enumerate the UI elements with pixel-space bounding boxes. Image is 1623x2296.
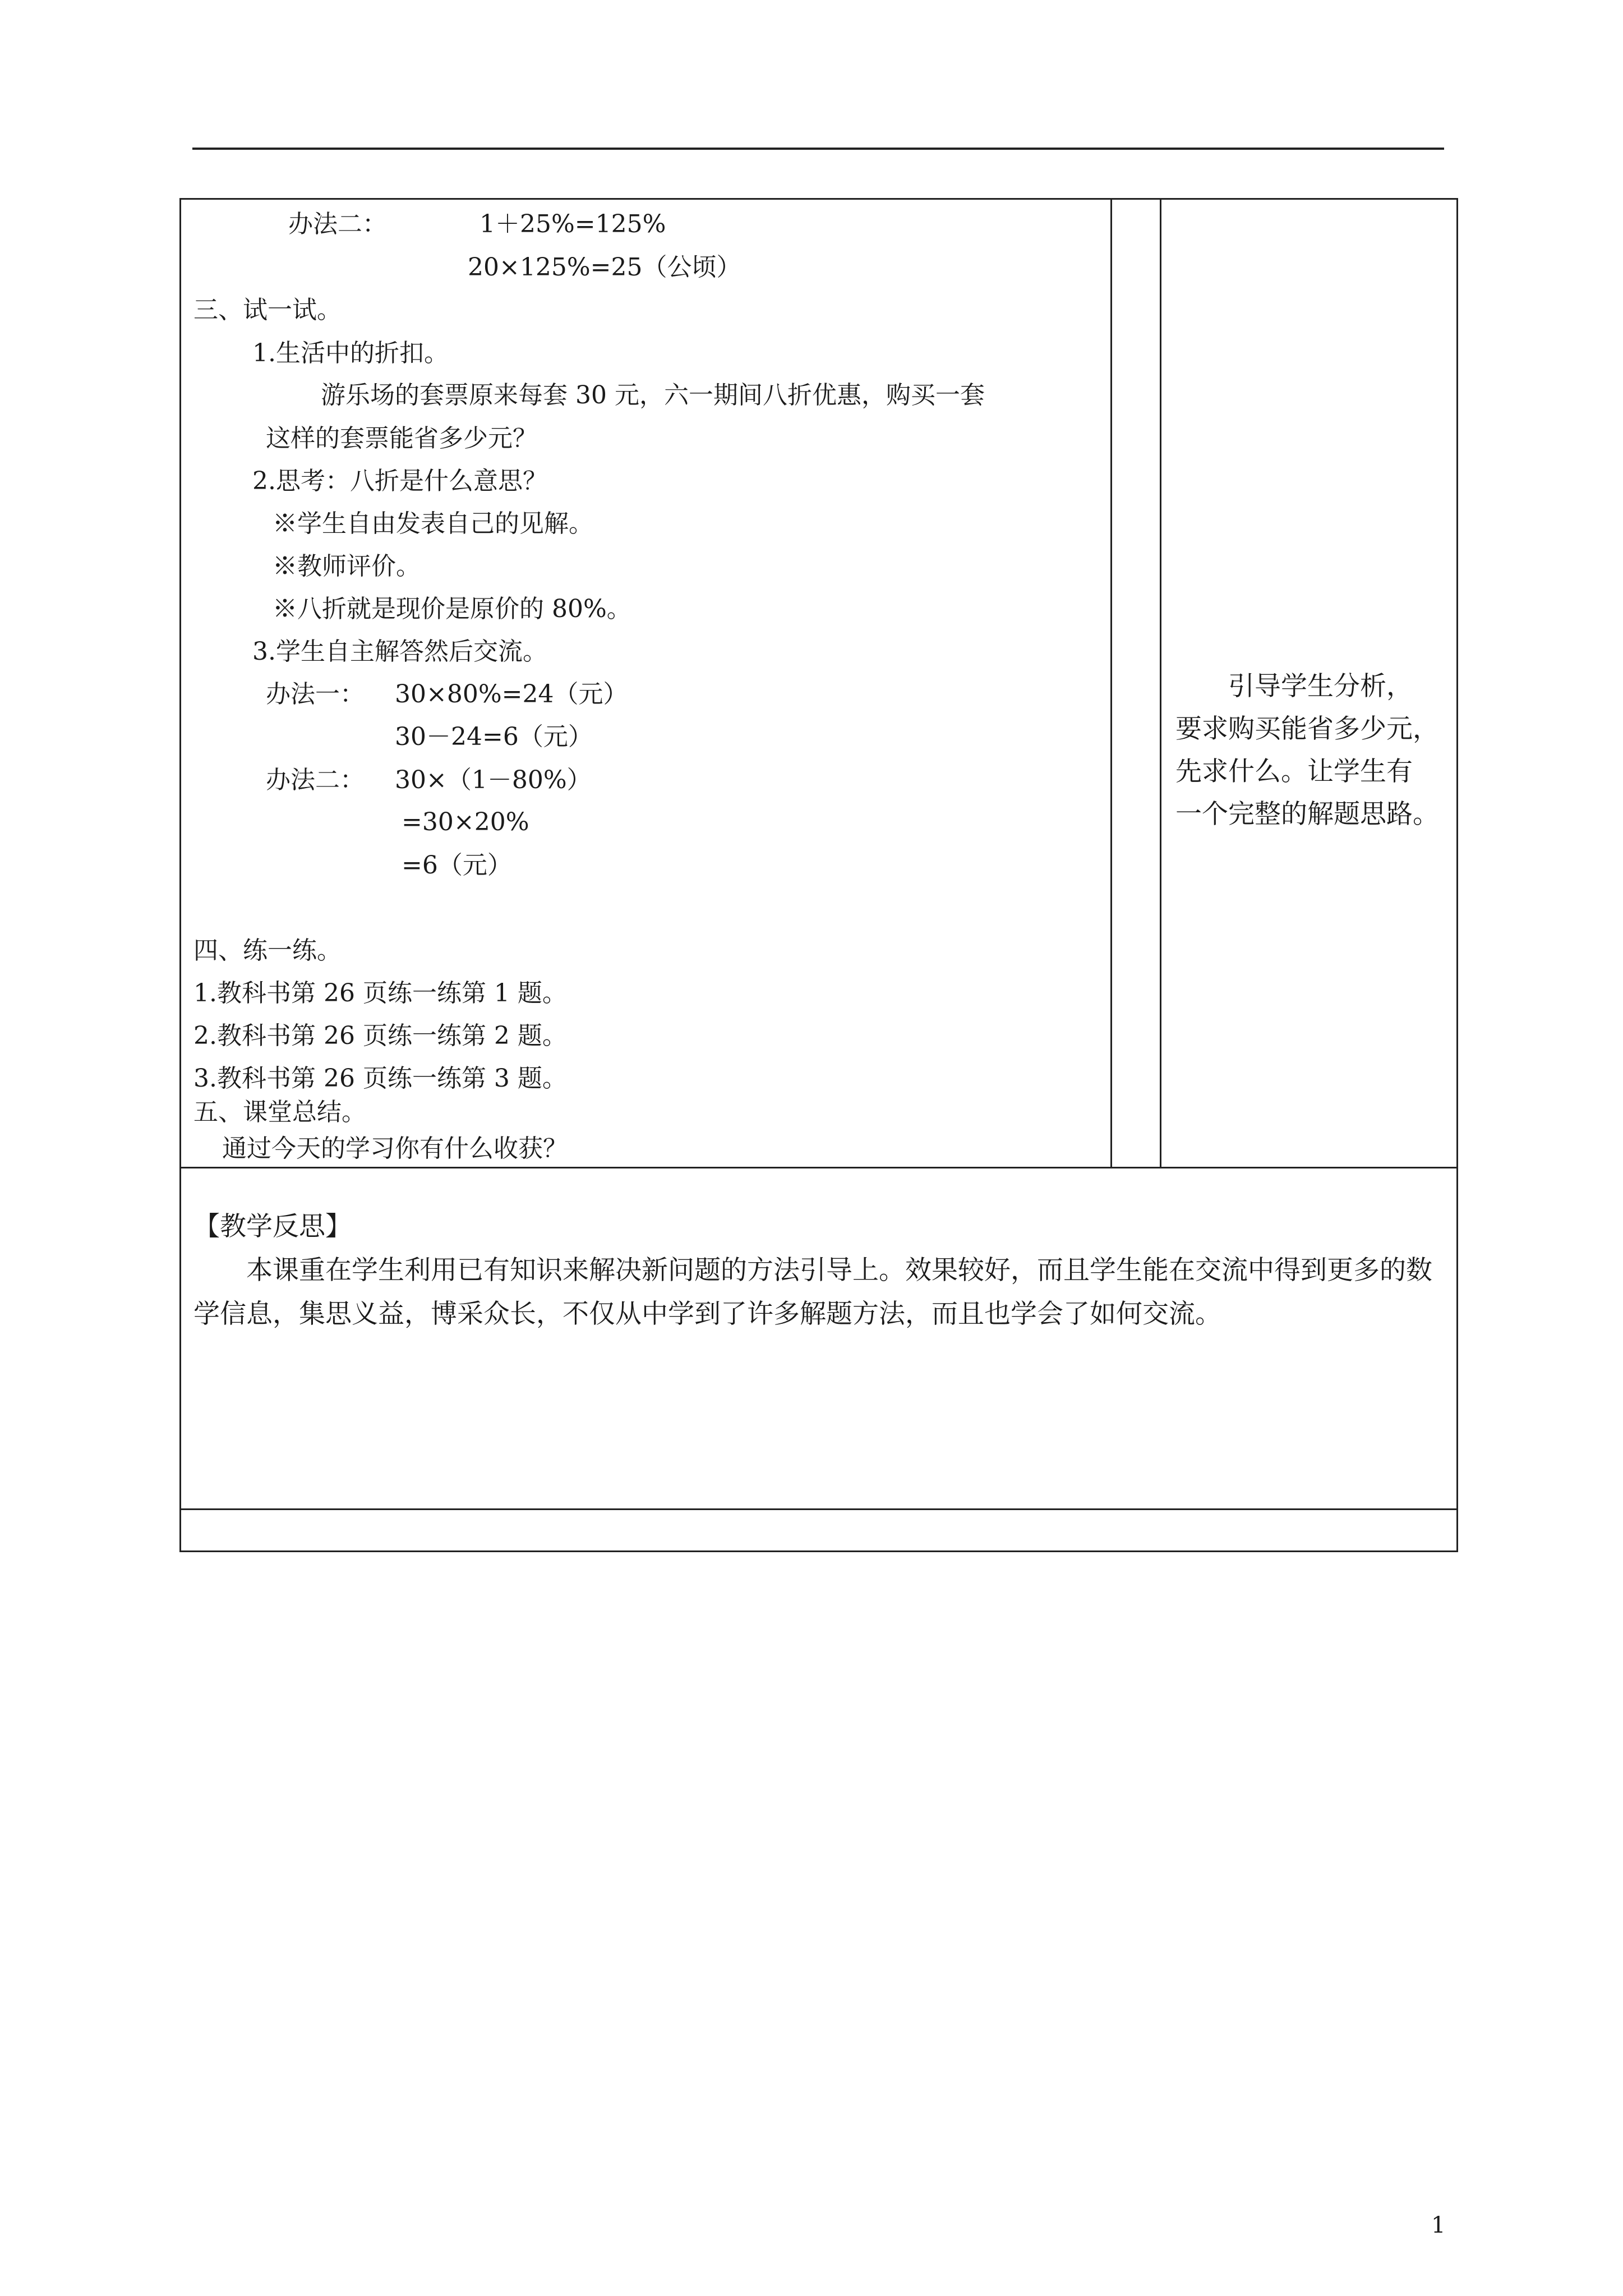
solution-b-step3: =6（元） (402, 851, 512, 880)
solution-b-step2: =30×20% (402, 808, 529, 836)
solution-b-step1: 30×（1－80%） (395, 766, 592, 794)
item1-problem-line1: 游乐场的套票原来每套 30 元，六一期间八折优惠，购买一套 (321, 381, 985, 409)
teacher-note-line: 先求什么。让学生有 (1175, 756, 1413, 787)
method2-line2: 20×125%=25（公顷） (468, 253, 741, 282)
page-number: 1 (1431, 2212, 1446, 2238)
item2-title: 2.思考：八折是什么意思？ (252, 467, 547, 495)
teacher-note-line: 要求购买能省多少元， (1175, 714, 1439, 744)
section4-title: 四、练一练。 (193, 936, 342, 965)
item1-title: 1.生活中的折扣。 (252, 339, 449, 367)
method2-line1: 1＋25%=125% (479, 210, 666, 238)
teacher-note-line: 一个完整的解题思路。 (1175, 799, 1439, 830)
row-divider-reflection (179, 1167, 1458, 1168)
solution-b-label: 办法二： (266, 766, 365, 794)
reflection-heading: 【教学反思】 (193, 1211, 352, 1242)
column-divider-left (1110, 198, 1112, 1167)
row-divider-bottom (179, 1508, 1458, 1510)
exercise-1: 1.教科书第 26 页练一练第 1 题。 (193, 979, 567, 1007)
item2-point1: ※学生自由发表自己的见解。 (273, 509, 593, 538)
teacher-note-line: 引导学生分析， (1228, 671, 1413, 702)
solution-a-step2: 30－24=6（元） (395, 723, 593, 751)
item2-point3: ※八折就是现价是原价的 80%。 (273, 595, 631, 623)
item3-title: 3.学生自主解答然后交流。 (252, 637, 547, 666)
reflection-body: 本课重在学生利用已有知识来解决新问题的方法引导上。效果较好，而且学生能在交流中得到更多的数学信息，集思义益，博采众长，不仅从中学到了许多解题方法，而且也学会了如何交流。 (193, 1255, 1432, 1329)
header-rule (192, 148, 1444, 150)
item1-problem-line2: 这样的套票能省多少元？ (266, 424, 537, 453)
item2-point2: ※教师评价。 (273, 552, 421, 581)
section3-title: 三、试一试。 (193, 296, 342, 324)
exercise-2: 2.教科书第 26 页练一练第 2 题。 (193, 1022, 567, 1050)
solution-a-label: 办法一： (266, 680, 365, 708)
teacher-note (1175, 665, 1451, 836)
column-divider-right (1160, 198, 1161, 1167)
section5-title: 五、课堂总结。 (193, 1098, 366, 1126)
exercise-3: 3.教科书第 26 页练一练第 3 题。 (193, 1064, 567, 1093)
solution-a-step1: 30×80%=24（元） (395, 680, 628, 708)
method2-label: 办法二： (288, 210, 387, 238)
summary-question: 通过今天的学习你有什么收获？ (222, 1134, 568, 1163)
